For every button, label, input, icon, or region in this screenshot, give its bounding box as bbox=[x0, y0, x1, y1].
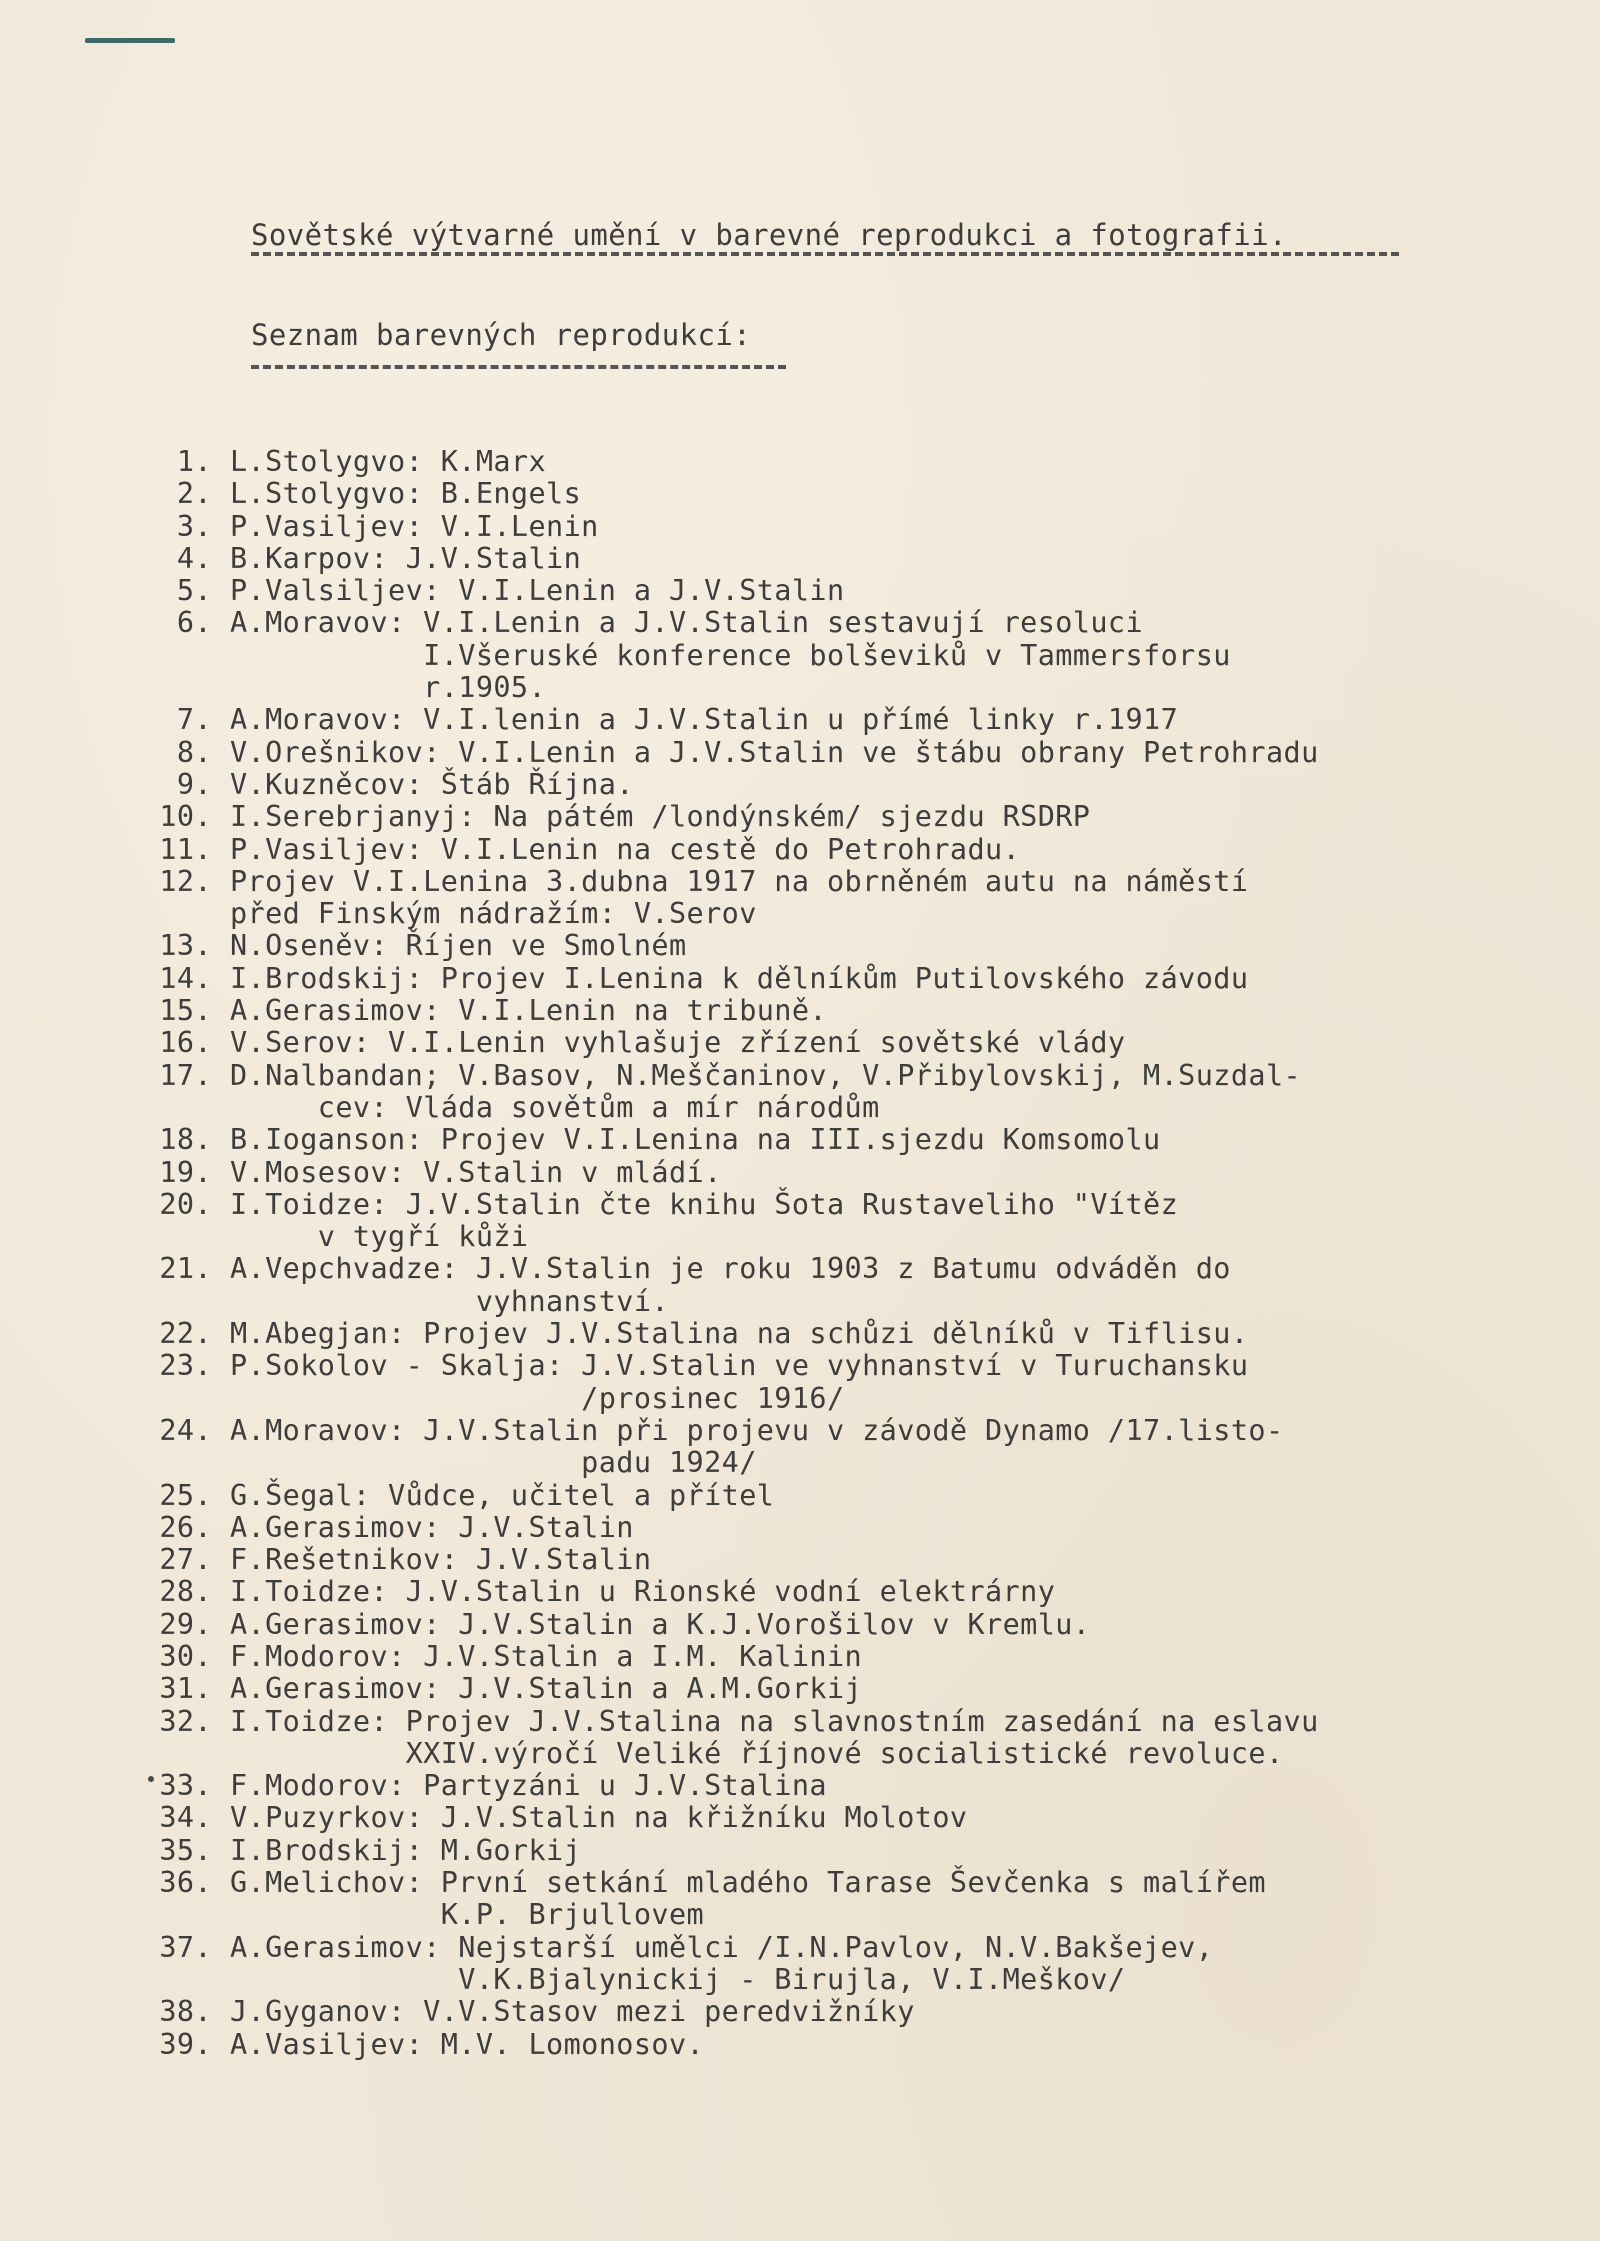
entry-number: 26. bbox=[159, 1510, 212, 1544]
list-entry bbox=[0, 1932, 1600, 1997]
entry-text bbox=[222, 1060, 1497, 1125]
entry-number: 24. bbox=[159, 1413, 212, 1447]
entry-line: G.Melichov: První setkání mladého Tarase Ševčenka s malířem bbox=[230, 1866, 1266, 1900]
entry-line: I.Toidze: J.V.Stalin u Rionské vodní elektrárny bbox=[230, 1575, 1056, 1609]
entry-line: V.Serov: V.I.Lenin vyhlašuje zřízení sovětské vlády bbox=[230, 1026, 1126, 1060]
entry-number: 9. bbox=[176, 767, 212, 801]
entry-number: 4. bbox=[176, 541, 212, 575]
entry-line: cev: Vláda sovětům a mír národům bbox=[230, 1090, 880, 1124]
entry-line: M.Abegjan: Projev J.V.Stalina na schůzi dělníků v Tiflisu. bbox=[230, 1317, 1249, 1351]
entry-line: F.Rešetnikov: J.V.Stalin bbox=[230, 1543, 652, 1577]
entry-line: XXIV.výročí Veliké říjnové socialistické revoluce. bbox=[230, 1736, 1284, 1770]
list-entry bbox=[0, 1060, 1600, 1125]
entry-number: 25. bbox=[159, 1478, 212, 1512]
entry-line: B.Karpov: J.V.Stalin bbox=[230, 541, 582, 575]
entry-line: N.Oseněv: Říjen ve Smolném bbox=[230, 929, 687, 963]
entry-text bbox=[222, 1706, 1497, 1771]
entry-line: I.Brodskij: Projev I.Lenina k dělníkům Putilovského závodu bbox=[230, 961, 1249, 995]
list-entry bbox=[0, 1770, 1600, 1802]
entry-line: A.Moravov: V.I.lenin a J.V.Stalin u přímé linky r.1917 bbox=[230, 703, 1179, 737]
entry-text bbox=[222, 1835, 1497, 1867]
entry-line: G.Šegal: Vůdce, učitel a přítel bbox=[230, 1478, 775, 1512]
list-entry bbox=[0, 1480, 1600, 1512]
entry-line: B.Ioganson: Projev V.I.Lenina na III.sjezdu Komsomolu bbox=[230, 1123, 1161, 1157]
entry-number: 22. bbox=[159, 1317, 212, 1351]
entry-line: I.Všeruské konference bolševiků v Tammersforsu bbox=[230, 638, 1231, 672]
entry-line: A.Gerasimov: J.V.Stalin bbox=[230, 1510, 634, 1544]
entry-line: /prosinec 1916/ bbox=[230, 1381, 845, 1415]
entry-number: 16. bbox=[159, 1026, 212, 1060]
list-entry bbox=[0, 834, 1600, 866]
entry-line: A.Moravov: V.I.Lenin a J.V.Stalin sestavují resoluci bbox=[230, 606, 1144, 640]
entry-number: 32. bbox=[159, 1704, 212, 1738]
margin-tab-mark bbox=[85, 38, 175, 43]
entry-line: I.Toidze: Projev J.V.Stalina na slavnostním zasedání na eslavu bbox=[230, 1704, 1319, 1738]
entry-text bbox=[222, 1480, 1497, 1512]
list-entry bbox=[0, 1189, 1600, 1254]
list-entry bbox=[0, 1641, 1600, 1673]
list-entry bbox=[0, 866, 1600, 931]
entry-line: vyhnanství. bbox=[230, 1284, 669, 1318]
list-entry bbox=[0, 963, 1600, 995]
entry-line: F.Modorov: Partyzáni u J.V.Stalina bbox=[230, 1769, 827, 1803]
entry-line: A.Gerasimov: J.V.Stalin a A.M.Gorkij bbox=[230, 1672, 863, 1706]
entry-text bbox=[222, 963, 1497, 995]
entry-number: 12. bbox=[159, 864, 212, 898]
entry-line: V.Orešnikov: V.I.Lenin a J.V.Stalin ve štábu obrany Petrohradu bbox=[230, 735, 1319, 769]
entry-number: 29. bbox=[159, 1607, 212, 1641]
list-entry bbox=[0, 1350, 1600, 1415]
entry-number: 3. bbox=[176, 509, 212, 543]
list-entry bbox=[0, 1512, 1600, 1544]
entry-number: 27. bbox=[159, 1543, 212, 1577]
list-heading: Seznam barevných reprodukcí: bbox=[251, 318, 752, 352]
entry-text bbox=[222, 511, 1497, 543]
entry-text bbox=[222, 995, 1497, 1027]
entry-number: 35. bbox=[159, 1833, 212, 1867]
list-entry bbox=[0, 1609, 1600, 1641]
list-entry bbox=[0, 2029, 1600, 2061]
list-entry bbox=[0, 575, 1600, 607]
entry-text bbox=[222, 866, 1497, 931]
entry-number: 34. bbox=[159, 1801, 212, 1835]
entry-line: v tygří kůži bbox=[230, 1220, 529, 1254]
entry-line: A.Vepchvadze: J.V.Stalin je roku 1903 z Batumu odváděn do bbox=[230, 1252, 1231, 1286]
entry-number: 28. bbox=[159, 1575, 212, 1609]
entry-text bbox=[222, 1802, 1497, 1834]
entry-line: P.Vasiljev: V.I.Lenin na cestě do Petrohradu. bbox=[230, 832, 1021, 866]
entry-line: A.Moravov: J.V.Stalin při projevu v závodě Dynamo /17.listo- bbox=[230, 1413, 1284, 1447]
entry-text bbox=[222, 1932, 1497, 1997]
entry-text bbox=[222, 1867, 1497, 1932]
entry-number: 17. bbox=[159, 1058, 212, 1092]
entry-text bbox=[222, 801, 1497, 833]
list-entry bbox=[0, 1318, 1600, 1350]
entry-text bbox=[222, 1673, 1497, 1705]
list-entry bbox=[0, 1415, 1600, 1480]
entry-line: I.Toidze: J.V.Stalin čte knihu Šota Rustaveliho "Vítěz bbox=[230, 1187, 1179, 1221]
entry-text bbox=[222, 1027, 1497, 1059]
reproduction-list bbox=[0, 446, 1600, 2061]
entry-number: 20. bbox=[159, 1187, 212, 1221]
entry-number: 1. bbox=[176, 445, 212, 478]
entry-text bbox=[222, 1124, 1497, 1156]
entry-line: P.Vasiljev: V.I.Lenin bbox=[230, 509, 599, 543]
list-entry bbox=[0, 607, 1600, 704]
entry-text bbox=[222, 769, 1497, 801]
list-entry bbox=[0, 1544, 1600, 1576]
list-entry bbox=[0, 446, 1600, 478]
entry-line: L.Stolygvo: K.Marx bbox=[230, 445, 547, 478]
entry-text bbox=[222, 543, 1497, 575]
entry-text bbox=[222, 1544, 1497, 1576]
entry-number: 13. bbox=[159, 929, 212, 963]
title-underline-dashes bbox=[251, 252, 1399, 256]
entry-line: I.Brodskij: M.Gorkij bbox=[230, 1833, 582, 1867]
entry-line: A.Gerasimov: J.V.Stalin a K.J.Vorošilov v Kremlu. bbox=[230, 1607, 1091, 1641]
list-entry bbox=[0, 1706, 1600, 1771]
entry-number: 37. bbox=[159, 1930, 212, 1964]
entry-line: V.Puzyrkov: J.V.Stalin na křižníku Molotov bbox=[230, 1801, 968, 1835]
entry-text bbox=[222, 1512, 1497, 1544]
entry-text bbox=[222, 930, 1497, 962]
list-entry bbox=[0, 930, 1600, 962]
entry-text bbox=[222, 1996, 1497, 2028]
entry-line: K.P. Brjullovem bbox=[230, 1898, 705, 1932]
entry-text bbox=[222, 1770, 1497, 1802]
entry-line: L.Stolygvo: B.Engels bbox=[230, 477, 582, 511]
entry-text bbox=[222, 1415, 1497, 1480]
entry-line: V.Kuzněcov: Štáb Října. bbox=[230, 767, 634, 801]
entry-text bbox=[222, 1609, 1497, 1641]
entry-text bbox=[222, 704, 1497, 736]
entry-text bbox=[222, 834, 1497, 866]
list-entry bbox=[0, 1835, 1600, 1867]
list-entry bbox=[0, 1867, 1600, 1932]
entry-text bbox=[222, 575, 1497, 607]
entry-number: 2. bbox=[176, 477, 212, 511]
entry-number: 18. bbox=[159, 1123, 212, 1157]
list-entry bbox=[0, 1124, 1600, 1156]
entry-number: 31. bbox=[159, 1672, 212, 1706]
entry-line: Projev V.I.Lenina 3.dubna 1917 na obrněném autu na náměstí bbox=[230, 864, 1249, 898]
list-entry bbox=[0, 1576, 1600, 1608]
entry-line: A.Vasiljev: M.V. Lomonosov. bbox=[230, 2027, 705, 2061]
entry-text bbox=[222, 2029, 1497, 2061]
entry-line: I.Serebrjanyj: Na pátém /londýnském/ sjezdu RSDRP bbox=[230, 800, 1091, 834]
entry-text bbox=[222, 478, 1497, 510]
list-entry bbox=[0, 769, 1600, 801]
list-entry bbox=[0, 511, 1600, 543]
entry-number: 19. bbox=[159, 1155, 212, 1189]
entry-number: 39. bbox=[159, 2027, 212, 2061]
entry-line: r.1905. bbox=[230, 671, 547, 705]
list-entry bbox=[0, 995, 1600, 1027]
list-entry bbox=[0, 1157, 1600, 1189]
list-entry bbox=[0, 1802, 1600, 1834]
list-entry bbox=[0, 543, 1600, 575]
list-entry bbox=[0, 801, 1600, 833]
entry-number: 38. bbox=[159, 1995, 212, 2029]
entry-number: 23. bbox=[159, 1349, 212, 1383]
entry-text bbox=[222, 607, 1497, 704]
entry-text bbox=[222, 737, 1497, 769]
entry-number: 8. bbox=[176, 735, 212, 769]
entry-line: P.Valsiljev: V.I.Lenin a J.V.Stalin bbox=[230, 574, 845, 608]
entry-text bbox=[222, 1189, 1497, 1254]
entry-line: A.Gerasimov: Nejstarší umělci /I.N.Pavlov, N.V.Bakšejev, bbox=[230, 1930, 1214, 1964]
list-entry bbox=[0, 704, 1600, 736]
entry-line: V.K.Bjalynickij - Birujla, V.I.Meškov/ bbox=[230, 1962, 1126, 1996]
document-title: Sovětské výtvarné umění v barevné reprodukci a fotografii. bbox=[251, 218, 1287, 252]
entry-text bbox=[222, 1641, 1497, 1673]
list-entry bbox=[0, 737, 1600, 769]
entry-number: 14. bbox=[159, 961, 212, 995]
heading-underline-dashes bbox=[251, 365, 786, 369]
entry-line: před Finským nádražím: V.Serov bbox=[230, 897, 757, 931]
entry-number: 11. bbox=[159, 832, 212, 866]
entry-number: 15. bbox=[159, 994, 212, 1028]
entry-number: 7. bbox=[176, 703, 212, 737]
entry-line: P.Sokolov - Skalja: J.V.Stalin ve vyhnanství v Turuchansku bbox=[230, 1349, 1249, 1383]
entry-text bbox=[222, 1318, 1497, 1350]
entry-line: D.Nalbandan; V.Basov, N.Meščaninov, V.Přibylovskij, M.Suzdal- bbox=[230, 1058, 1302, 1092]
entry-line: A.Gerasimov: V.I.Lenin na tribuně. bbox=[230, 994, 827, 1028]
entry-number: 33. bbox=[159, 1769, 212, 1803]
entry-line: padu 1924/ bbox=[230, 1446, 757, 1480]
entry-number: 5. bbox=[176, 574, 212, 608]
list-entry bbox=[0, 1996, 1600, 2028]
entry-number: 30. bbox=[159, 1639, 212, 1673]
list-entry bbox=[0, 1673, 1600, 1705]
entry-line: J.Gyganov: V.V.Stasov mezi peredvižníky bbox=[230, 1995, 915, 2029]
entry-line: V.Mosesov: V.Stalin v mládí. bbox=[230, 1155, 722, 1189]
entry-number: 36. bbox=[159, 1866, 212, 1900]
list-entry bbox=[0, 1253, 1600, 1318]
entry-text bbox=[222, 1350, 1497, 1415]
entry-text bbox=[222, 1576, 1497, 1608]
entry-number: 21. bbox=[159, 1252, 212, 1286]
entry-number: 6. bbox=[176, 606, 212, 640]
list-entry bbox=[0, 1027, 1600, 1059]
entry-number: 10. bbox=[159, 800, 212, 834]
entry-text bbox=[222, 1253, 1497, 1318]
list-entry bbox=[0, 478, 1600, 510]
entry-text bbox=[222, 446, 1497, 478]
entry-text bbox=[222, 1157, 1497, 1189]
entry-line: F.Modorov: J.V.Stalin a I.M. Kalinin bbox=[230, 1639, 863, 1673]
